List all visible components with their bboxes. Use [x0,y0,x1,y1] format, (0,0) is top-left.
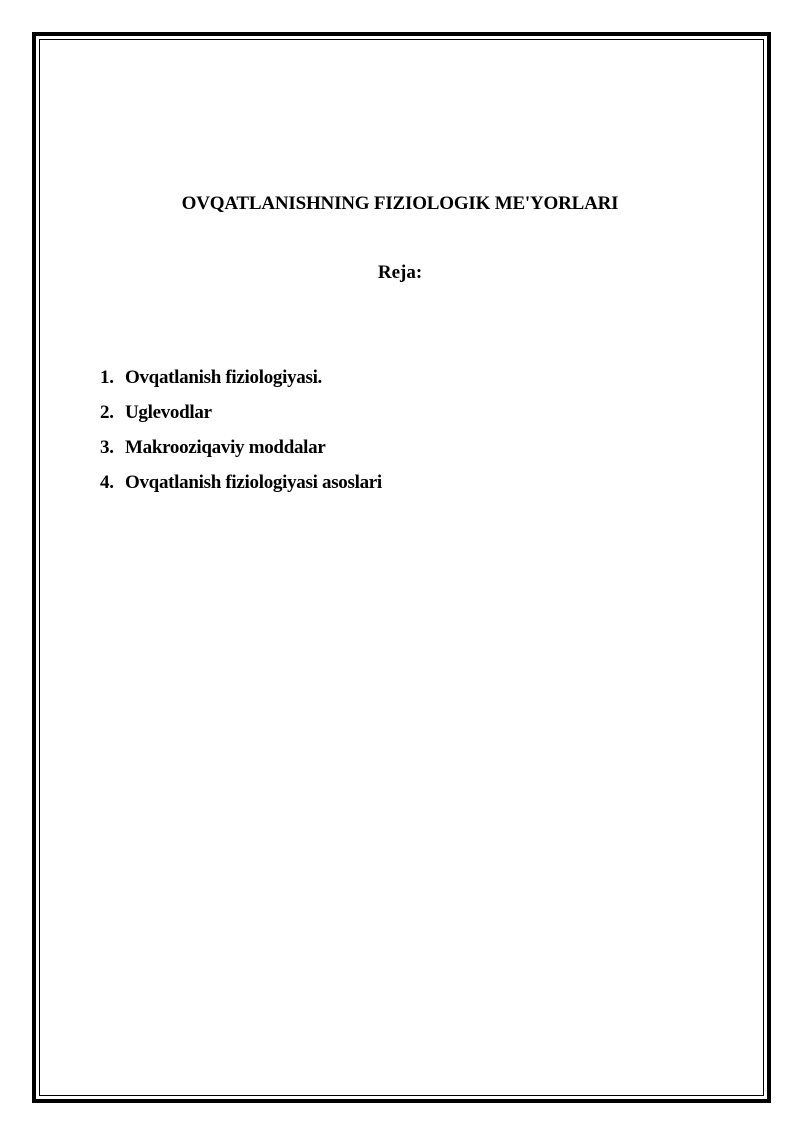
plan-item-text: Ovqatlanish fiziologiyasi. [125,367,323,388]
plan-item [100,402,382,437]
plan-heading: Reja: [377,262,423,283]
plan-item [100,437,382,472]
plan-item [100,367,382,402]
plan-item-text: Makrooziqaviy moddalar [125,437,326,458]
plan-item [100,472,382,507]
plan-item-number: 4. [100,472,114,493]
plan-list [100,367,382,507]
plan-item-number: 2. [100,402,114,423]
plan-item-text: Uglevodlar [125,402,212,423]
plan-item-text: Ovqatlanish fiziologiyasi asoslari [125,472,382,493]
plan-item-number: 3. [100,437,114,458]
document-title: OVQATLANISHNING FIZIOLOGIK ME'YORLARI [181,193,619,214]
plan-item-number: 1. [100,367,114,388]
